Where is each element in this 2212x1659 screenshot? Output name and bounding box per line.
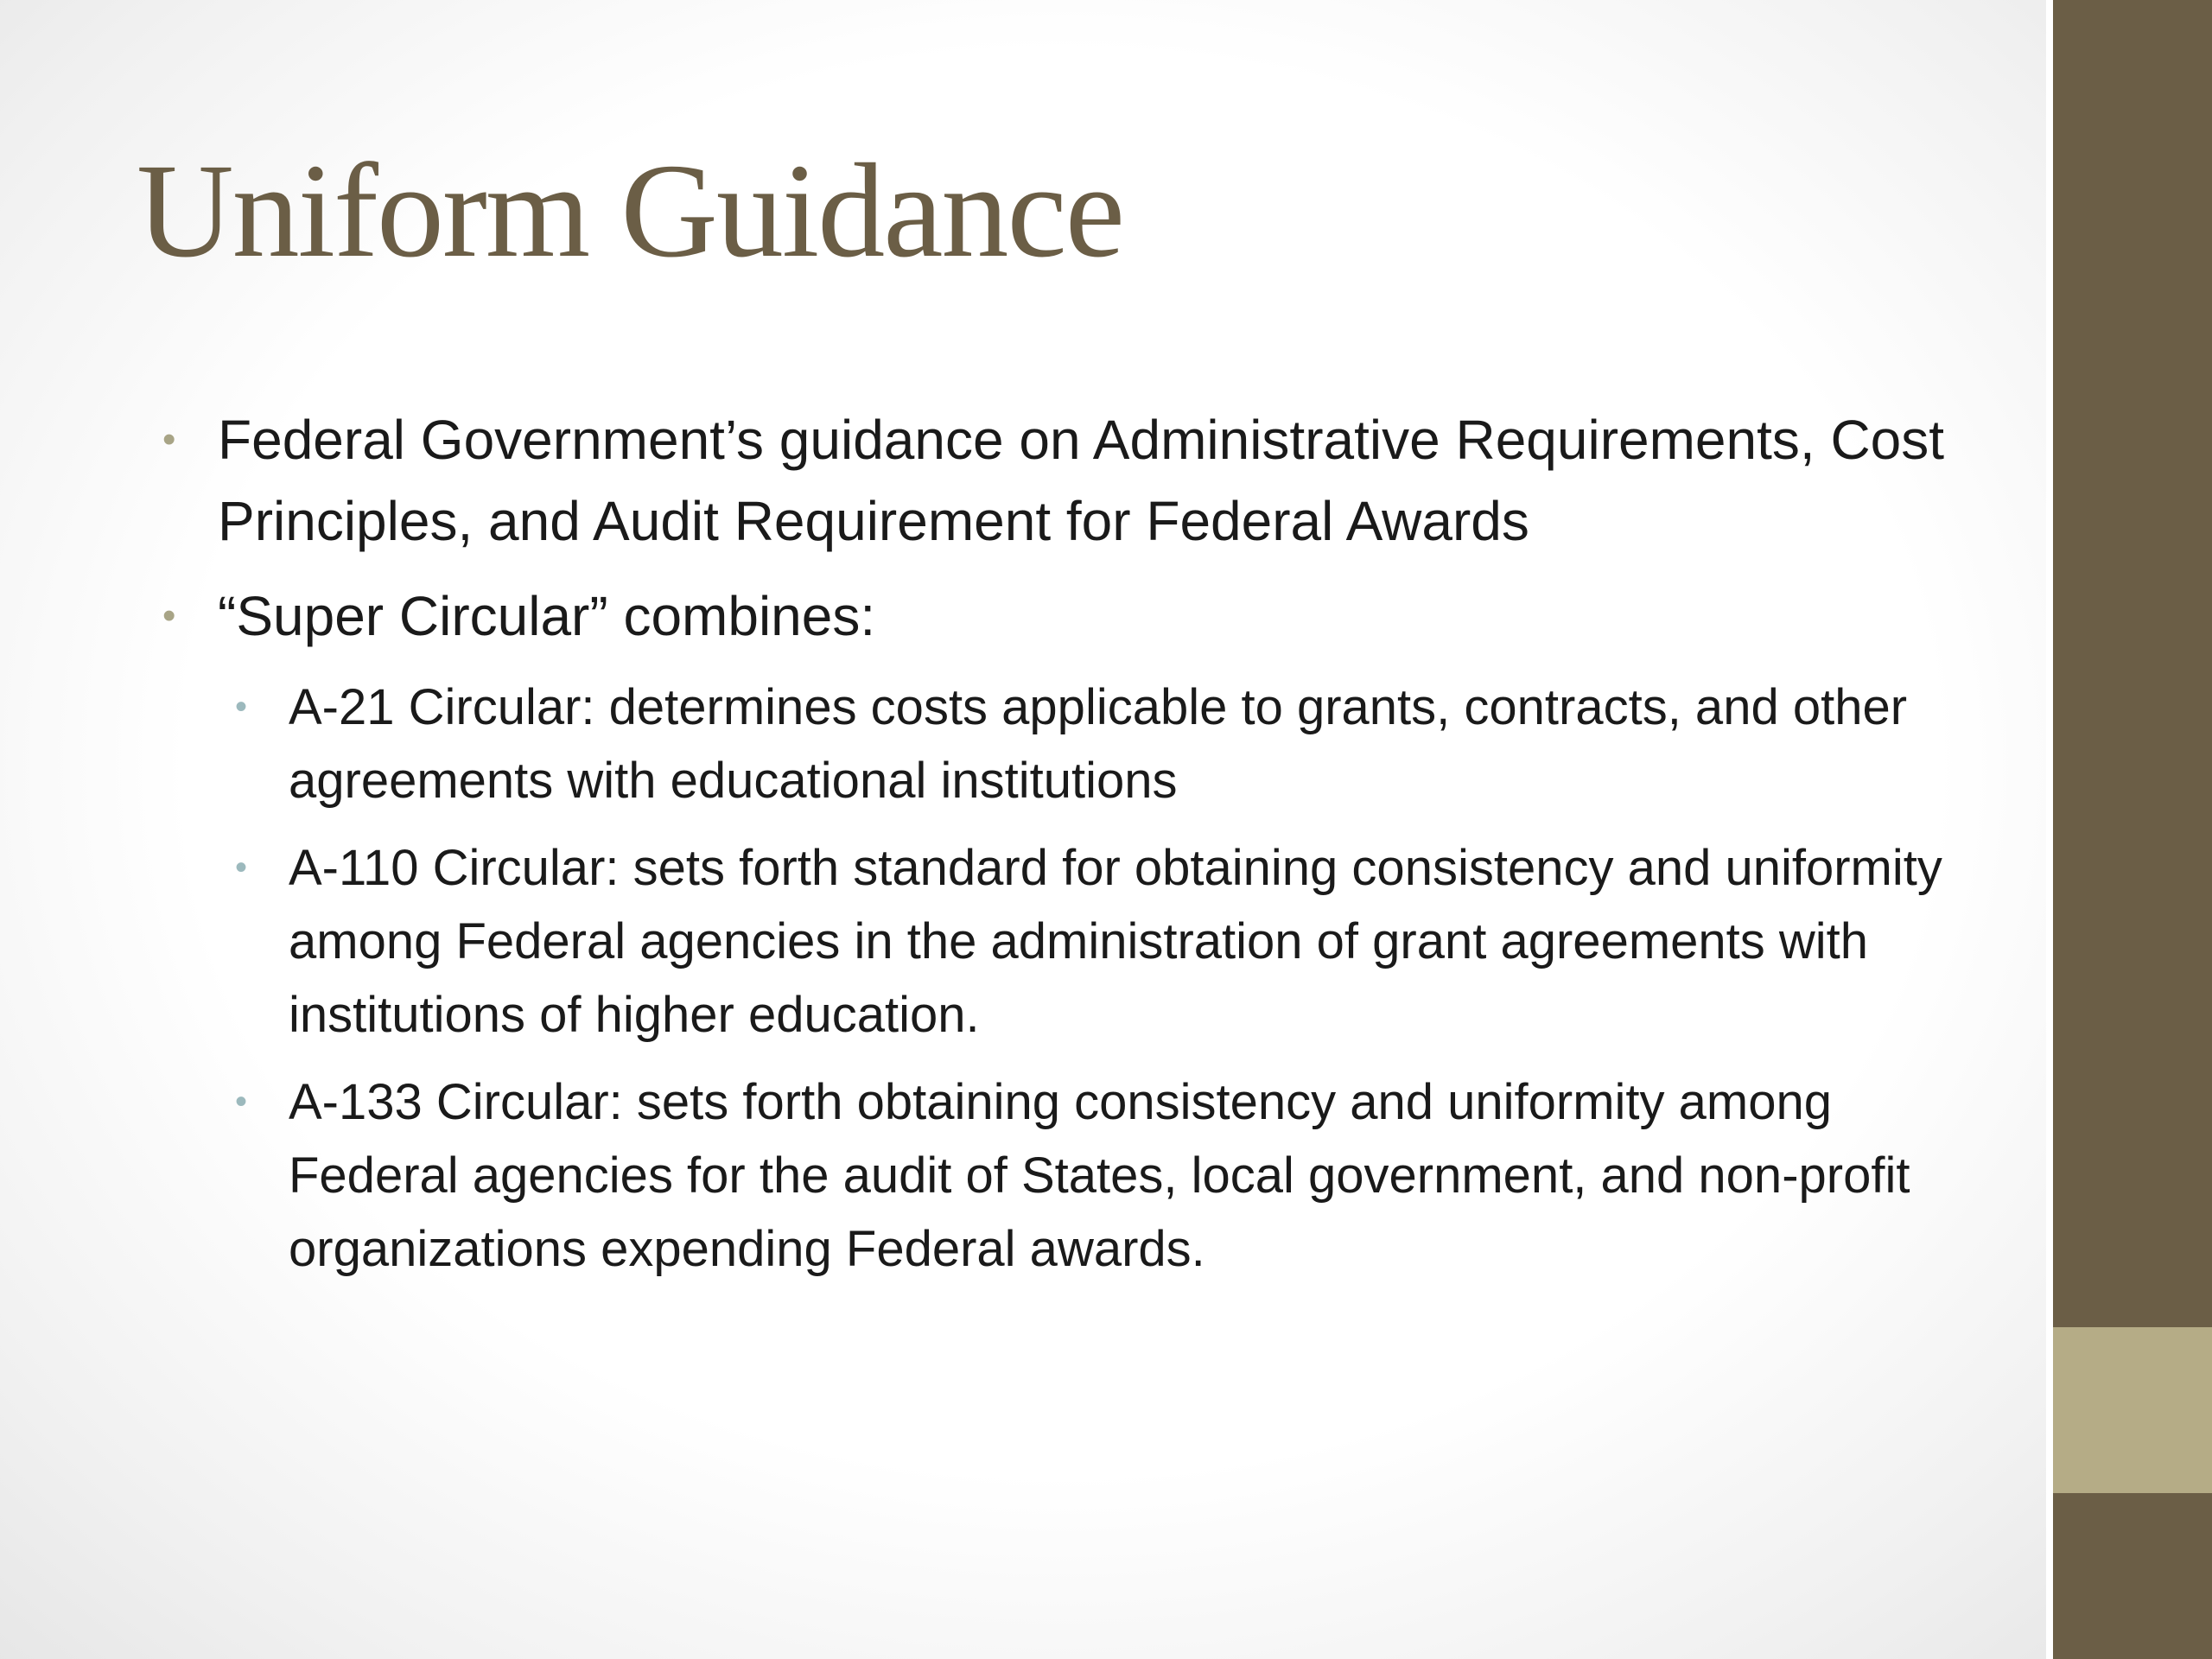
sub-bullet-text: A-21 Circular: determines costs applicable to grants, contracts, and other agreements with educational institutions — [289, 679, 1908, 809]
sub-bullet-dot-icon: • — [235, 688, 248, 726]
sub-bullet-dot-icon: • — [235, 1083, 248, 1121]
sub-bullet-a133 — [156, 1065, 1970, 1286]
bullet-super-circular — [156, 575, 1970, 657]
sidebar-divider — [2046, 0, 2053, 1659]
bullet-text: Federal Government’s guidance on Administrative Requirements, Cost Principles, and Audit Requirement for Federal Awards — [218, 409, 1945, 552]
sub-bullet-text: A-133 Circular: sets forth obtaining consistency and uniformity among Federal agencies for the audit of States, local government, and non-profit organizations expending Federal awards. — [289, 1074, 1910, 1277]
slide-body — [156, 399, 1970, 1300]
sub-bullet-text: A-110 Circular: sets forth standard for obtaining consistency and uniformity among Federal agencies in the administration of grant agreements with institutions of higher education. — [289, 840, 1942, 1043]
sub-bullet-a21 — [156, 671, 1970, 817]
bullet-federal-guidance — [156, 399, 1970, 562]
bullet-dot-icon: • — [162, 594, 176, 637]
sidebar-accent-block — [2053, 1327, 2212, 1493]
slide-title: Uniform Guidance — [137, 136, 1123, 285]
bullet-dot-icon: • — [162, 418, 176, 461]
sub-bullet-dot-icon: • — [235, 849, 248, 887]
sub-bullet-a110 — [156, 831, 1970, 1052]
bullet-text: “Super Circular” combines: — [218, 585, 876, 647]
